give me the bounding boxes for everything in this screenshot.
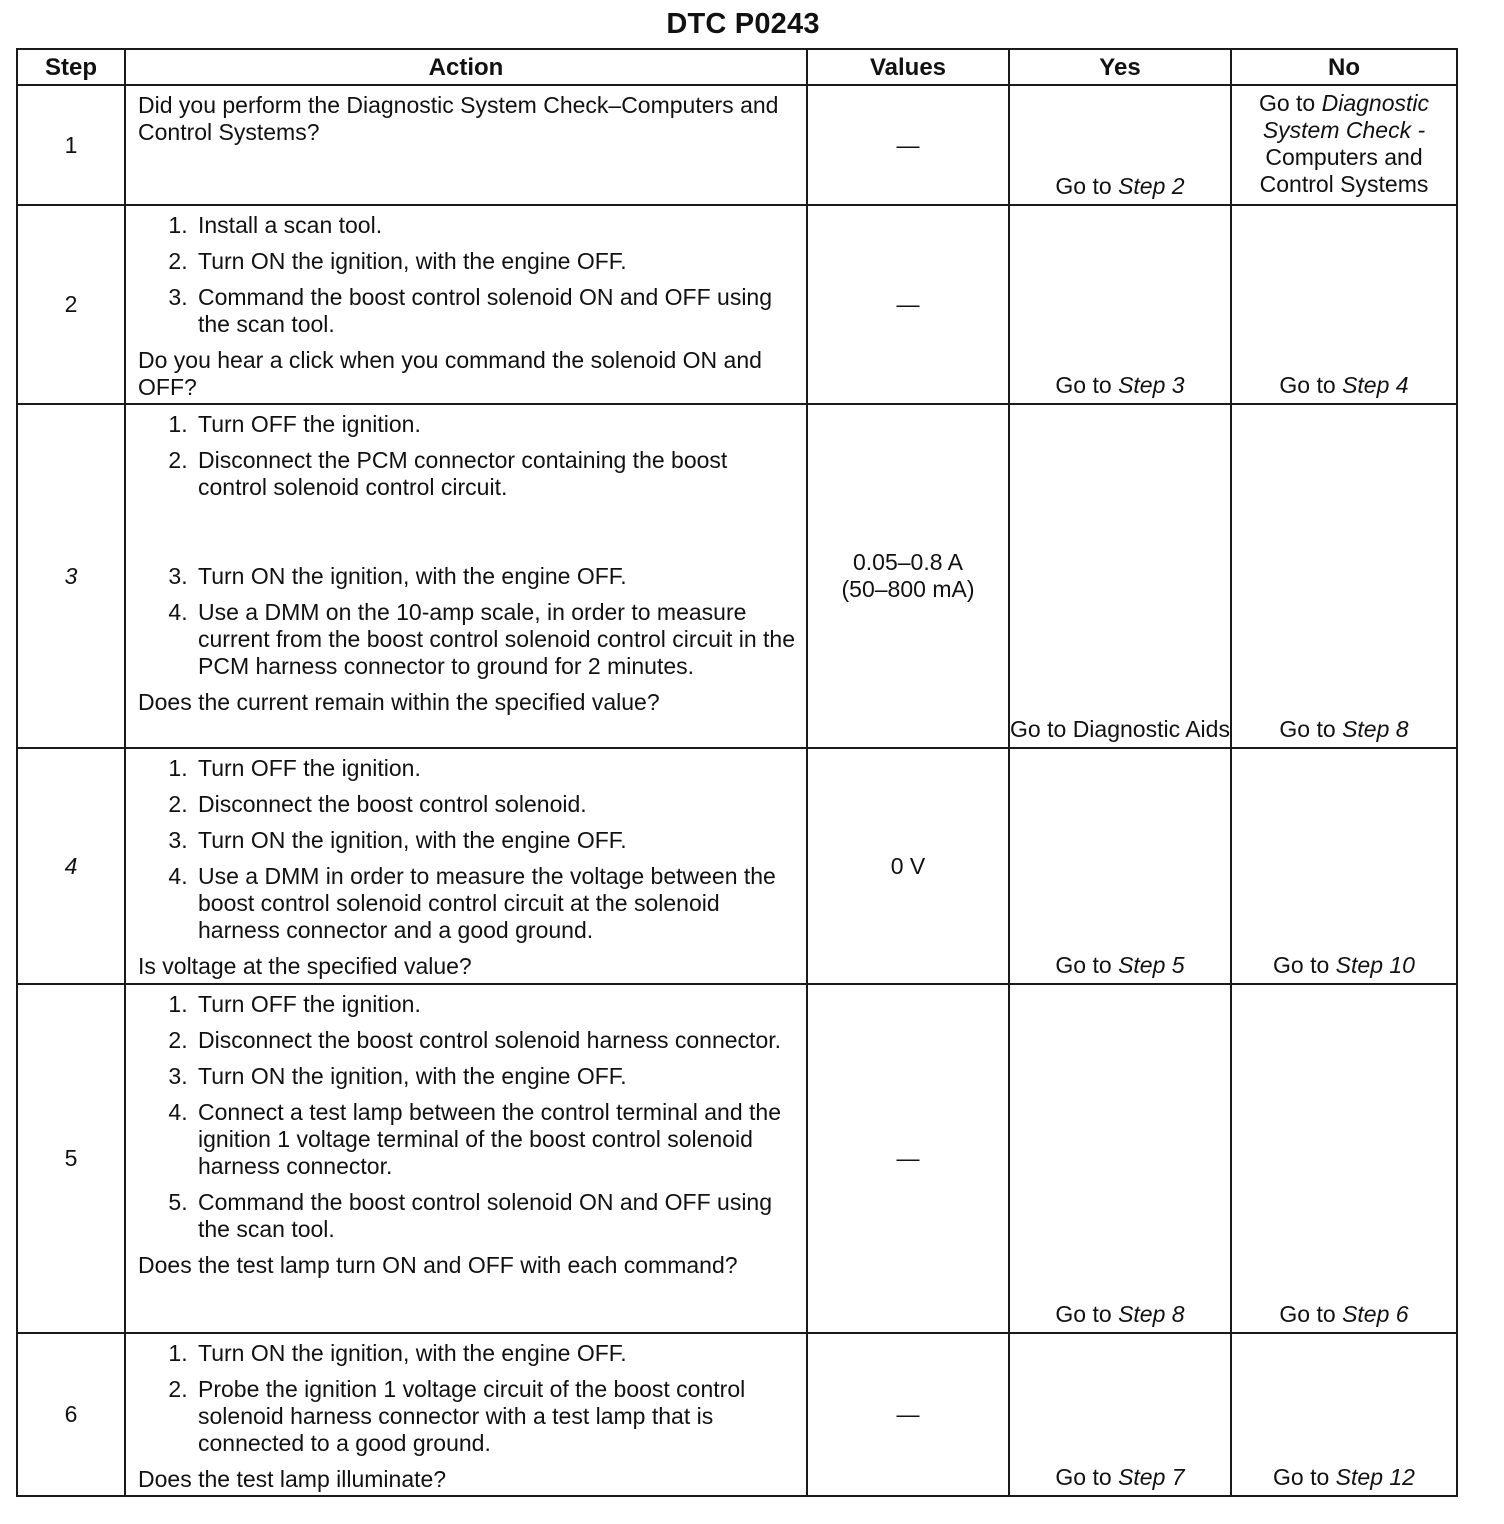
yes-cell bbox=[1009, 984, 1231, 1333]
action-steps bbox=[138, 1340, 802, 1457]
no-prefix: Go to bbox=[1279, 372, 1336, 398]
step-number: 1 bbox=[17, 85, 125, 205]
value-cell bbox=[807, 404, 1009, 748]
value-cell: — bbox=[807, 1333, 1009, 1496]
no-cell bbox=[1231, 1333, 1457, 1496]
action-cell bbox=[125, 85, 807, 205]
action-step: 1. Install a scan tool. bbox=[194, 212, 802, 239]
no-link[interactable]: Diagnostic System Check - bbox=[1262, 90, 1430, 143]
step-number: 3 bbox=[17, 404, 125, 748]
value-cell: — bbox=[807, 85, 1009, 205]
table-row bbox=[17, 1333, 1457, 1496]
action-step: 2. Probe the ignition 1 voltage circuit of the boost control solenoid harness connector with a test lamp that is connected to a good ground. bbox=[194, 1376, 802, 1457]
no-link[interactable]: Step 10 bbox=[1335, 952, 1415, 978]
step-number: 6 bbox=[17, 1333, 125, 1496]
yes-cell bbox=[1009, 748, 1231, 984]
action-step: 1. Turn ON the ignition, with the engine OFF. bbox=[194, 1340, 802, 1367]
no-prefix: Go to bbox=[1273, 1464, 1330, 1490]
action-question: Does the test lamp turn ON and OFF with each command? bbox=[138, 1252, 738, 1278]
no-prefix: Go to bbox=[1279, 716, 1336, 742]
table-row bbox=[17, 205, 1457, 404]
yes-cell bbox=[1009, 85, 1231, 205]
action-steps bbox=[138, 212, 802, 338]
yes-cell bbox=[1009, 205, 1231, 404]
action-step: 1. Turn OFF the ignition. bbox=[194, 411, 802, 438]
action-question: Does the current remain within the specified value? bbox=[138, 689, 660, 715]
header-step: Step bbox=[17, 49, 125, 85]
action-cell bbox=[125, 748, 807, 984]
no-link[interactable]: Step 6 bbox=[1342, 1301, 1409, 1327]
action-cell bbox=[125, 404, 807, 748]
action-step: 2. Disconnect the PCM connector containing the boost control solenoid control circuit. bbox=[194, 447, 802, 501]
value-cell: 0 V bbox=[807, 748, 1009, 984]
table-row bbox=[17, 748, 1457, 984]
yes-cell bbox=[1009, 1333, 1231, 1496]
action-question: Is voltage at the specified value? bbox=[138, 953, 472, 979]
yes-link[interactable]: Step 7 bbox=[1118, 1464, 1185, 1490]
no-cell bbox=[1231, 205, 1457, 404]
no-cell bbox=[1231, 748, 1457, 984]
no-prefix: Go to bbox=[1279, 1301, 1336, 1327]
page-title: DTC P0243 bbox=[666, 8, 820, 40]
action-steps bbox=[138, 755, 802, 944]
no-cell bbox=[1231, 85, 1457, 205]
header-action: Action bbox=[125, 49, 807, 85]
yes-cell[interactable] bbox=[1009, 404, 1231, 748]
table-row bbox=[17, 85, 1457, 205]
step-number: 5 bbox=[17, 984, 125, 1333]
action-step: 2. Disconnect the boost control solenoid harness connector. bbox=[194, 1027, 802, 1054]
yes-link[interactable]: Go to Diagnostic Aids bbox=[1010, 716, 1230, 742]
action-step: 2. Disconnect the boost control solenoid. bbox=[194, 791, 802, 818]
action-steps bbox=[138, 411, 802, 680]
yes-prefix: Go to bbox=[1055, 173, 1112, 199]
no-prefix: Go to bbox=[1258, 90, 1316, 116]
action-step: 4. Use a DMM in order to measure the voltage between the boost control solenoid control circuit at the solenoid harness connector and a good ground. bbox=[194, 863, 802, 944]
header-yes: Yes bbox=[1009, 49, 1231, 85]
action-step: 1. Turn OFF the ignition. bbox=[194, 991, 802, 1018]
table-row bbox=[17, 984, 1457, 1333]
action-cell bbox=[125, 1333, 807, 1496]
step-number: 4 bbox=[17, 748, 125, 984]
action-step: 4. Connect a test lamp between the control terminal and the ignition 1 voltage terminal of the boost control solenoid harness connector. bbox=[194, 1099, 802, 1180]
action-step: 1. Turn OFF the ignition. bbox=[194, 755, 802, 782]
action-cell bbox=[125, 205, 807, 404]
action-steps bbox=[138, 991, 802, 1243]
yes-prefix: Go to bbox=[1055, 1301, 1112, 1327]
yes-prefix: Go to bbox=[1055, 952, 1112, 978]
yes-link[interactable]: Step 3 bbox=[1118, 372, 1185, 398]
action-question: Do you hear a click when you command the solenoid ON and OFF? bbox=[138, 347, 762, 400]
action-step: 4. Use a DMM on the 10-amp scale, in order to measure current from the boost control solenoid control circuit in the PCM harness connector to ground for 2 minutes. bbox=[194, 599, 802, 680]
no-link[interactable]: Step 8 bbox=[1342, 716, 1409, 742]
no-prefix: Go to bbox=[1273, 952, 1330, 978]
value-cell: — bbox=[807, 205, 1009, 404]
action-step: 3. Turn ON the ignition, with the engine OFF. bbox=[194, 1063, 802, 1090]
yes-link[interactable]: Step 8 bbox=[1118, 1301, 1185, 1327]
value-cell: — bbox=[807, 984, 1009, 1333]
yes-link[interactable]: Step 5 bbox=[1118, 952, 1185, 978]
header-no: No bbox=[1231, 49, 1457, 85]
yes-link[interactable]: Step 2 bbox=[1118, 173, 1185, 199]
table-row bbox=[17, 404, 1457, 748]
no-suffix: Computers and Control Systems bbox=[1259, 144, 1429, 197]
action-question: Does the test lamp illuminate? bbox=[138, 1466, 447, 1492]
no-cell bbox=[1231, 404, 1457, 748]
yes-prefix: Go to bbox=[1055, 372, 1112, 398]
action-step: 3. Turn ON the ignition, with the engine OFF. bbox=[194, 563, 802, 590]
header-values: Values bbox=[807, 49, 1009, 85]
no-link[interactable]: Step 4 bbox=[1342, 372, 1409, 398]
action-step: 3. Command the boost control solenoid ON and OFF using the scan tool. bbox=[194, 284, 802, 338]
diagnostic-table bbox=[16, 48, 1458, 1497]
no-cell bbox=[1231, 984, 1457, 1333]
no-link[interactable]: Step 12 bbox=[1335, 1464, 1415, 1490]
action-step: 3. Turn ON the ignition, with the engine OFF. bbox=[194, 827, 802, 854]
action-step: 5. Command the boost control solenoid ON and OFF using the scan tool. bbox=[194, 1189, 802, 1243]
action-step: 2. Turn ON the ignition, with the engine OFF. bbox=[194, 248, 802, 275]
yes-prefix: Go to bbox=[1055, 1464, 1112, 1490]
action-question: Did you perform the Diagnostic System Check–Computers and Control Systems? bbox=[138, 92, 779, 145]
header-row bbox=[17, 49, 1457, 85]
action-cell bbox=[125, 984, 807, 1333]
value-primary: 0.05–0.8 A bbox=[853, 549, 963, 575]
value-secondary: (50–800 mA) bbox=[841, 576, 975, 602]
step-number: 2 bbox=[17, 205, 125, 404]
